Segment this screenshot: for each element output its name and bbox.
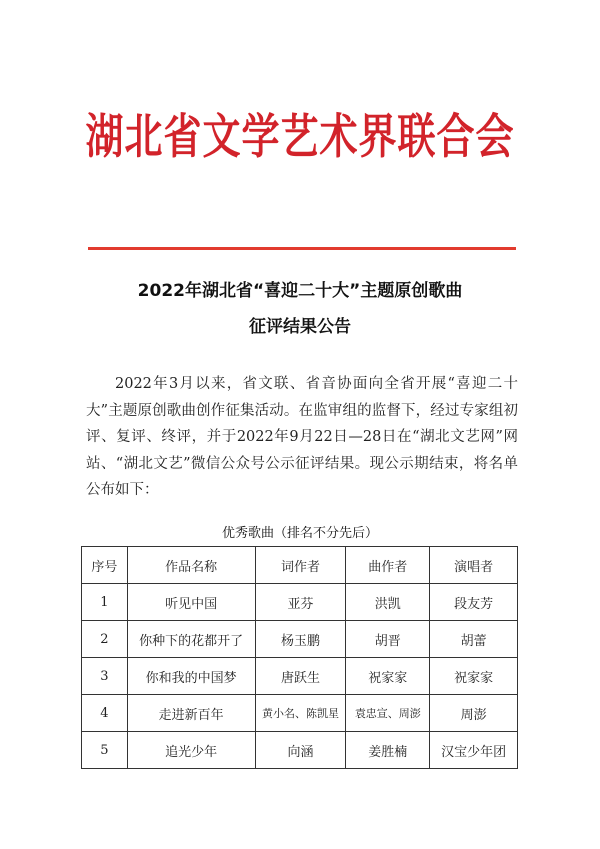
cell-lyricist: 亚芬 xyxy=(255,584,346,621)
cell-singer: 周澎 xyxy=(430,695,518,732)
cell-lyricist: 杨玉鹏 xyxy=(255,621,346,658)
document-title-line2: 征评结果公告 xyxy=(249,317,351,337)
table-caption: 优秀歌曲（排名不分先后） xyxy=(221,526,378,541)
cell-work-title: 走进新百年 xyxy=(127,695,255,732)
document-title-line1: 2022年湖北省“喜迎二十大”主题原创歌曲 xyxy=(137,281,463,301)
table-row xyxy=(82,584,518,621)
header-work-title: 作品名称 xyxy=(127,547,255,584)
cell-singer: 胡蕾 xyxy=(430,621,518,658)
cell-lyricist: 唐跃生 xyxy=(255,658,346,695)
cell-work-title: 追光少年 xyxy=(127,732,255,769)
header-composer: 曲作者 xyxy=(346,547,430,584)
cell-singer: 汉宝少年团 xyxy=(430,732,518,769)
table-row xyxy=(82,695,518,732)
table-row xyxy=(82,658,518,695)
cell-composer: 姜胜楠 xyxy=(346,732,430,769)
table-row xyxy=(82,732,518,769)
table-row xyxy=(82,621,518,658)
cell-work-title: 你和我的中国梦 xyxy=(127,658,255,695)
cell-composer: 祝家家 xyxy=(346,658,430,695)
cell-composer: 胡晋 xyxy=(346,621,430,658)
cell-index: 5 xyxy=(82,732,128,769)
header-lyricist: 词作者 xyxy=(255,547,346,584)
cell-lyricist: 向涵 xyxy=(255,732,346,769)
organization-header: 湖北省文学艺术界联合会 xyxy=(85,108,515,165)
table-header-row xyxy=(82,547,518,584)
body-paragraph: 2022年3月以来，省文联、省音协面向全省开展“喜迎二十大”主题原创歌曲创作征集活动。在监审组的监督下，经过专家组初评、复评、终评，并于2022年9月22日—28日在“湖北文艺网”网站、“湖北文艺”微信公众号公示征评结果。现公示期结束，将名单公布如下： xyxy=(86,376,518,498)
cell-index: 1 xyxy=(82,584,128,621)
cell-singer: 段友芳 xyxy=(430,584,518,621)
cell-lyricist: 黄小名、陈凯星 xyxy=(255,695,346,732)
cell-composer: 洪凯 xyxy=(346,584,430,621)
cell-composer: 袁忠宣、周澎 xyxy=(346,695,430,732)
red-divider xyxy=(88,247,516,250)
cell-work-title: 听见中国 xyxy=(127,584,255,621)
cell-index: 2 xyxy=(82,621,128,658)
results-table xyxy=(81,546,518,769)
cell-singer: 祝家家 xyxy=(430,658,518,695)
cell-index: 4 xyxy=(82,695,128,732)
header-index: 序号 xyxy=(82,547,128,584)
cell-work-title: 你种下的花都开了 xyxy=(127,621,255,658)
cell-index: 3 xyxy=(82,658,128,695)
header-singer: 演唱者 xyxy=(430,547,518,584)
